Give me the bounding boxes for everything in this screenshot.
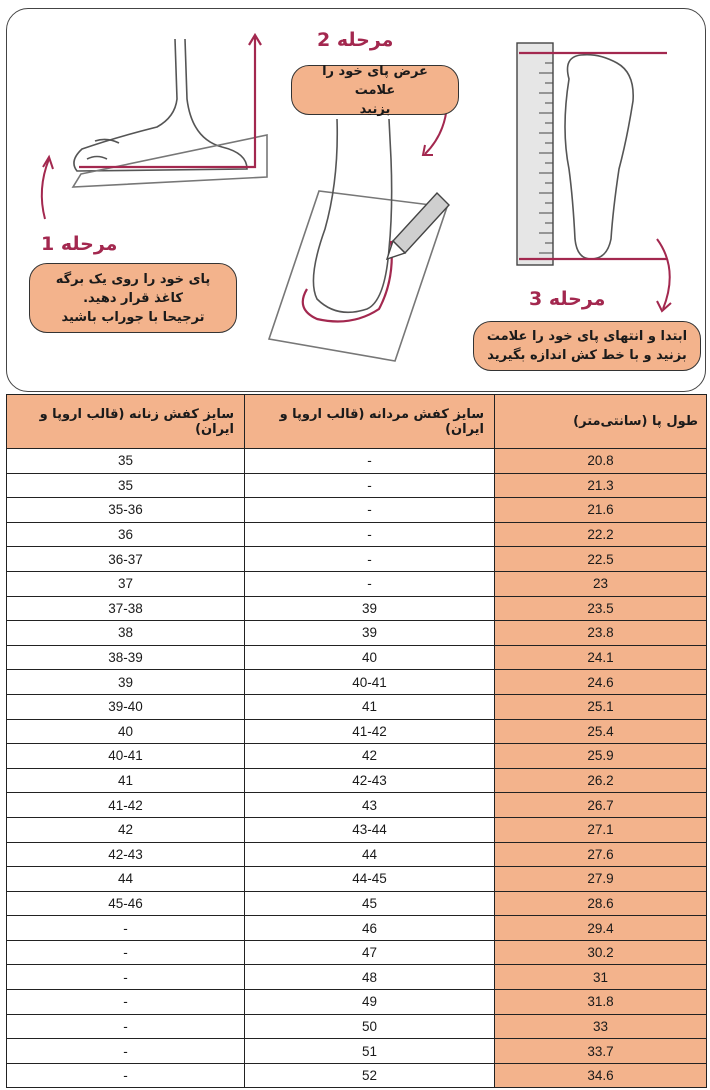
cell-length: 21.6	[495, 498, 707, 523]
table-row	[7, 473, 707, 498]
step-1-text: پای خود را روی یک برگه کاغذ قرار دهید. ترجیحا با جوراب باشید	[55, 271, 211, 325]
cell-men: -	[245, 473, 495, 498]
cell-men: 50	[245, 1014, 495, 1039]
table-row	[7, 916, 707, 941]
cell-men: 51	[245, 1039, 495, 1064]
cell-length: 31.8	[495, 990, 707, 1015]
cell-women: 41-42	[7, 793, 245, 818]
cell-men: 40	[245, 645, 495, 670]
table-row	[7, 522, 707, 547]
cell-length: 21.3	[495, 473, 707, 498]
cell-women: 41	[7, 768, 245, 793]
table-row	[7, 965, 707, 990]
cell-length: 33.7	[495, 1039, 707, 1064]
cell-length: 24.1	[495, 645, 707, 670]
cell-women: 42	[7, 817, 245, 842]
step-3-title: مرحله 3	[529, 288, 606, 310]
step-3-text: ابتدا و انتهای پای خود را علامت بزنید و با خط کش اندازه بگیرید	[486, 329, 688, 363]
cell-length: 23	[495, 571, 707, 596]
cell-men: 41	[245, 694, 495, 719]
table-row	[7, 817, 707, 842]
table-body	[7, 449, 707, 1088]
cell-women: 45-46	[7, 891, 245, 916]
cell-women: 36-37	[7, 547, 245, 572]
cell-women: 40-41	[7, 744, 245, 769]
step-2-bubble	[291, 65, 459, 115]
cell-women: -	[7, 1014, 245, 1039]
table-row	[7, 768, 707, 793]
cell-men: 42-43	[245, 768, 495, 793]
cell-length: 22.2	[495, 522, 707, 547]
cell-men: -	[245, 547, 495, 572]
cell-women: 37	[7, 571, 245, 596]
table-row	[7, 891, 707, 916]
cell-men: -	[245, 449, 495, 474]
cell-length: 20.8	[495, 449, 707, 474]
cell-men: 47	[245, 940, 495, 965]
cell-men: 44	[245, 842, 495, 867]
cell-men: 41-42	[245, 719, 495, 744]
cell-women: 40	[7, 719, 245, 744]
step-3-bubble	[473, 321, 701, 371]
table-row	[7, 744, 707, 769]
table-row	[7, 1039, 707, 1064]
cell-length: 24.6	[495, 670, 707, 695]
table-row	[7, 1014, 707, 1039]
table-row	[7, 793, 707, 818]
cell-women: -	[7, 1063, 245, 1088]
foot-top-icon	[269, 119, 447, 361]
cell-length: 26.7	[495, 793, 707, 818]
table-row	[7, 621, 707, 646]
cell-women: -	[7, 1039, 245, 1064]
table-row	[7, 645, 707, 670]
cell-men: 46	[245, 916, 495, 941]
foot-sole-icon	[565, 55, 633, 259]
cell-length: 22.5	[495, 547, 707, 572]
cell-men: 39	[245, 621, 495, 646]
cell-length: 26.2	[495, 768, 707, 793]
table-row	[7, 842, 707, 867]
step-2-title: مرحله 2	[317, 29, 394, 51]
cell-women: -	[7, 940, 245, 965]
cell-length: 27.9	[495, 867, 707, 892]
cell-men: 52	[245, 1063, 495, 1088]
table-row	[7, 1063, 707, 1088]
cell-men: 48	[245, 965, 495, 990]
table-header-row	[7, 395, 707, 449]
cell-length: 27.1	[495, 817, 707, 842]
curved-arrow-icon	[42, 159, 49, 219]
cell-length: 23.5	[495, 596, 707, 621]
cell-women: 36	[7, 522, 245, 547]
cell-length: 25.9	[495, 744, 707, 769]
cell-women: 35	[7, 473, 245, 498]
table-row	[7, 449, 707, 474]
table-row	[7, 694, 707, 719]
table-row	[7, 547, 707, 572]
header-women: سایز کفش زنانه (قالب اروپا و ایران)	[7, 395, 245, 449]
cell-women: 39-40	[7, 694, 245, 719]
cell-length: 25.1	[495, 694, 707, 719]
table-row	[7, 990, 707, 1015]
header-length: طول پا (سانتی‌متر)	[495, 395, 707, 449]
cell-length: 33	[495, 1014, 707, 1039]
cell-length: 30.2	[495, 940, 707, 965]
cell-women: 42-43	[7, 842, 245, 867]
cell-length: 29.4	[495, 916, 707, 941]
cell-men: 44-45	[245, 867, 495, 892]
foot-side-icon	[73, 39, 267, 187]
trace-line	[303, 241, 392, 321]
cell-women: 35	[7, 449, 245, 474]
cell-men: 39	[245, 596, 495, 621]
cell-women: 38	[7, 621, 245, 646]
header-men: سایز کفش مردانه (قالب اروپا و ایران)	[245, 395, 495, 449]
cell-men: 42	[245, 744, 495, 769]
cell-men: -	[245, 571, 495, 596]
step-1-title: مرحله 1	[41, 233, 118, 255]
cell-men: -	[245, 522, 495, 547]
cell-women: 44	[7, 867, 245, 892]
cell-men: 45	[245, 891, 495, 916]
cell-women: -	[7, 965, 245, 990]
cell-men: 40-41	[245, 670, 495, 695]
table-row	[7, 596, 707, 621]
cell-length: 31	[495, 965, 707, 990]
size-table	[6, 394, 707, 1088]
cell-length: 28.6	[495, 891, 707, 916]
cell-women: 37-38	[7, 596, 245, 621]
instruction-panel	[6, 8, 706, 392]
table-row	[7, 670, 707, 695]
cell-women: -	[7, 916, 245, 941]
cell-length: 25.4	[495, 719, 707, 744]
table-row	[7, 719, 707, 744]
cell-length: 27.6	[495, 842, 707, 867]
side-measure-lines	[79, 35, 261, 167]
ruler-icon	[517, 43, 553, 265]
cell-men: 43-44	[245, 817, 495, 842]
step-1-bubble	[29, 263, 237, 333]
cell-women: 38-39	[7, 645, 245, 670]
cell-women: 39	[7, 670, 245, 695]
cell-length: 23.8	[495, 621, 707, 646]
cell-men: 43	[245, 793, 495, 818]
table-row	[7, 498, 707, 523]
cell-women: 35-36	[7, 498, 245, 523]
table-row	[7, 571, 707, 596]
table-row	[7, 867, 707, 892]
cell-length: 34.6	[495, 1063, 707, 1088]
step-2-text: عرض پای خود را علامت بزنید	[322, 63, 428, 117]
cell-men: 49	[245, 990, 495, 1015]
cell-women: -	[7, 990, 245, 1015]
cell-men: -	[245, 498, 495, 523]
table-row	[7, 940, 707, 965]
